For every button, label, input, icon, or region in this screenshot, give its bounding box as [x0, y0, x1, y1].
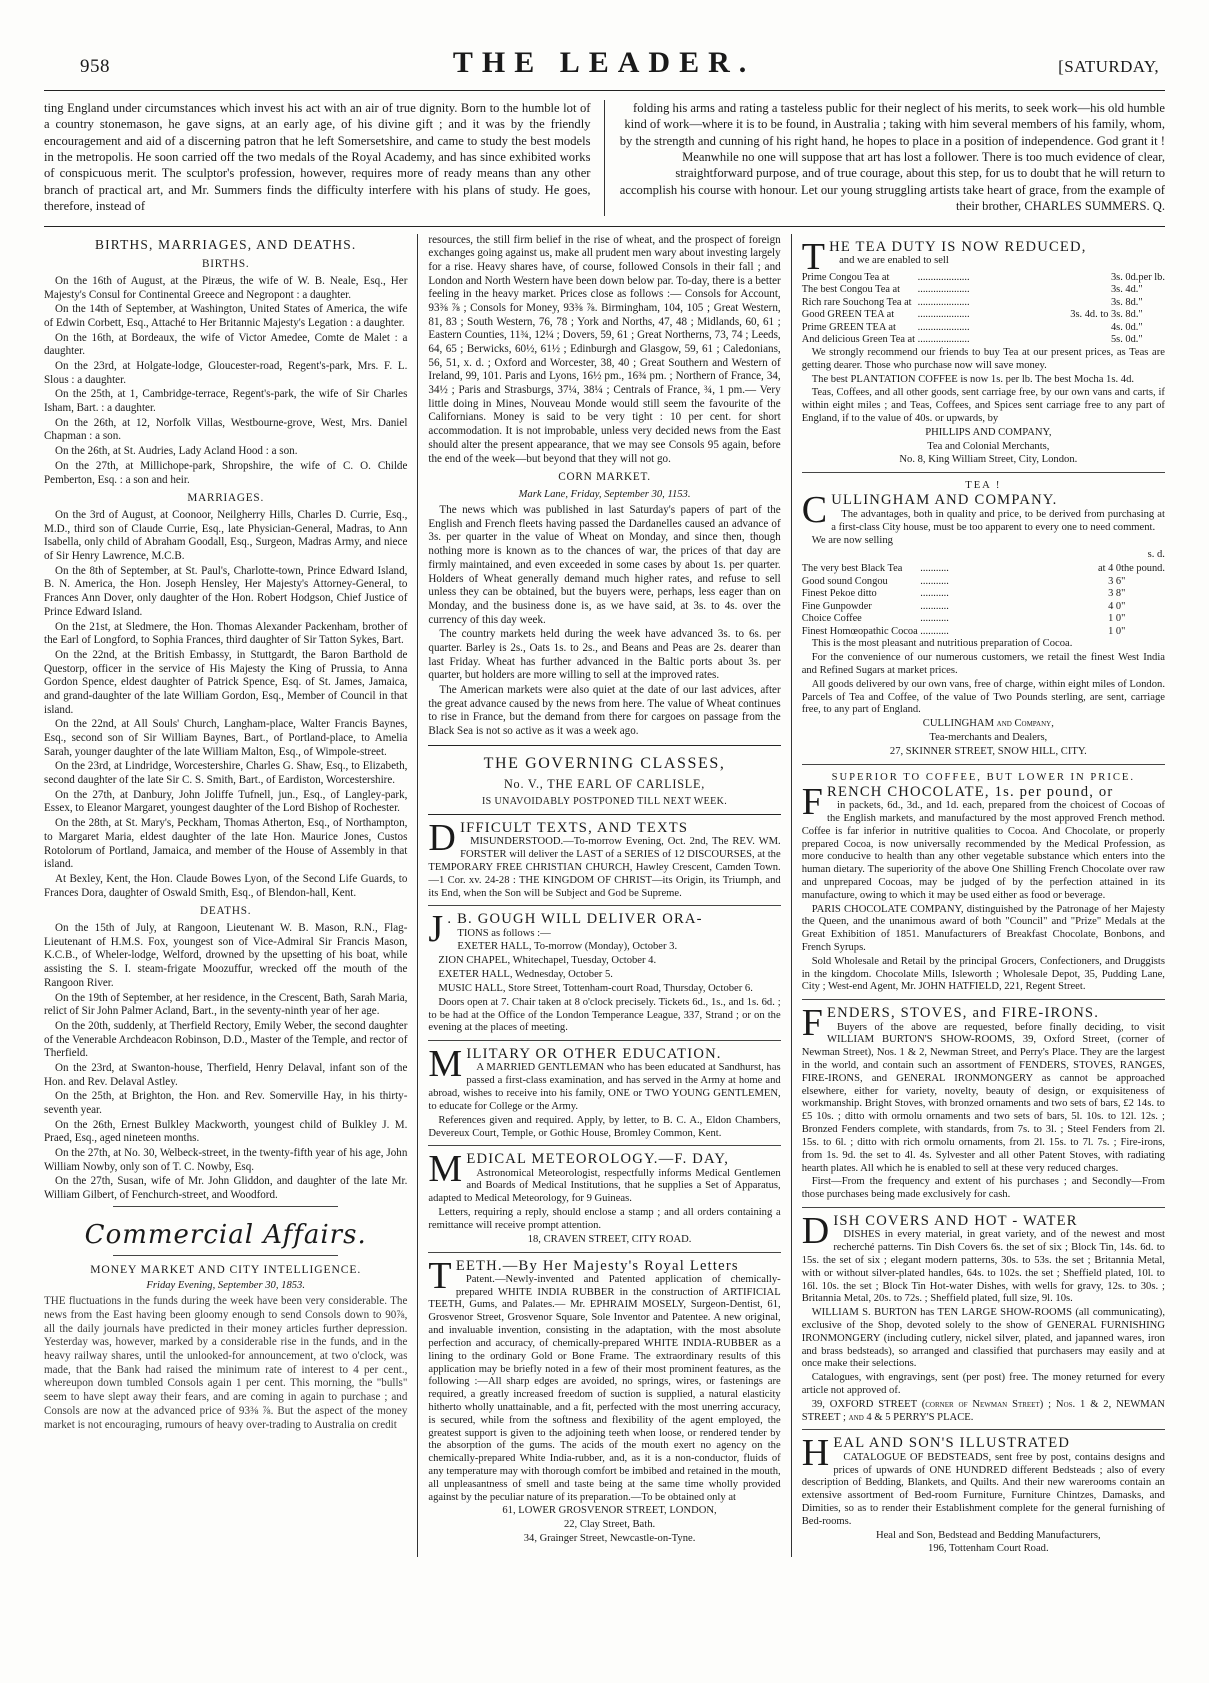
birth-entry: On the 23rd, at Holgate-lodge, Gloucester-road, Regent's-park, Mrs. F. L. Slous : a daughter.	[44, 360, 408, 386]
leader-dots: ...........	[917, 575, 952, 587]
death-entry: On the 25th, at Brighton, the Hon. and Rev. Somerville Hay, in his thirty-seventh year.	[44, 1090, 408, 1117]
governing-classes-title: THE GOVERNING CLASSES,	[483, 754, 726, 772]
table-row	[802, 322, 1165, 335]
advert-paragraph: Sold Wholesale and Retail by the principal Grocers, Confectioners, and Druggists in the kingdom. Chocolate Mills, Isleworth ; Wholesale Depot, 35, Pudding Lane, City ; West-end Agent, Mr. JOHN HATFIELD, 221, Regent Street.	[801, 955, 1165, 993]
price-value: 5s. 0d.	[1110, 334, 1139, 346]
corn-market-heading: CORN MARKET.	[558, 471, 651, 484]
advert-headline-text: ULLINGHAM AND COMPANY.	[831, 492, 1058, 509]
price-unit: "	[1121, 600, 1126, 612]
advert-paragraph: All goods delivered by our own vans, free of charge, within eight miles of London. Parcels of Tea and Coffee, of the value of Two Pounds sterling, are sent, carriage free, to any part of England.	[801, 678, 1165, 716]
advert-body	[802, 800, 1165, 994]
advert-paragraph: DISHES in every material, in great variety, and of the newest and most recherché patterns. Tin Dish Covers 6s. the set of six ; Block Tin, 14s. 6d. to 15s. the set of six ; elegant modern patterns, 30s. to 53s. the set ; Britannia Metal, with or without silver-plated handles, 64s. to 102s. the set ; Sheffield plated, 10l. to 16l. 10s. the set ; Block Tin Hot-water Dishes, with wells for gravy, 12s. to 30s. ; Britannia Metal, 20s. to 72s. ; Sheffield plated, full size, 9l. 10s.	[801, 1229, 1165, 1305]
price-item: Finest Pekoe ditto	[801, 588, 877, 600]
price-unit: the pound.	[1121, 562, 1165, 574]
price-item: Rich rare Souchong Tea at	[801, 296, 912, 308]
advert-paragraph: MUSIC HALL, Store Street, Tottenham-court Road, Thursday, October 6.	[438, 982, 753, 994]
masthead-rule	[44, 90, 1165, 91]
price-unit: "	[1121, 575, 1126, 587]
price-unit: "	[1121, 613, 1126, 625]
dropcap-letter: D	[428, 816, 458, 859]
price-unit: "	[1121, 588, 1126, 600]
advert-body	[428, 1062, 780, 1140]
death-entry: On the 27th, at No. 30, Welbeck-street, in the twenty-fifth year of his age, John William Nowby, only son of T. C. Nowby, Esq.	[44, 1147, 408, 1173]
death-entry: On the 20th, suddenly, at Therfield Rectory, Emily Weber, the second daughter of the Venerable Archdeacon Robinson, D.D., Master of the Temple, and rector of Therfield.	[44, 1019, 408, 1060]
advert-headline	[428, 1043, 780, 1086]
table-row	[802, 576, 1165, 589]
birth-entry: On the 16th, at Bordeaux, the wife of Victor Amedee, Comte de Malet : a daughter.	[44, 331, 408, 358]
price-unit: "	[1138, 334, 1143, 346]
advert-kicker: SUPERIOR TO COFFEE, BUT LOWER IN PRICE.	[831, 771, 1136, 783]
marriage-entry: On the 8th of September, at St. Paul's, Charlotte-town, Prince Edward Island, B. N. America, the Hon. Joseph Hensley, Her Majesty's Attorney-General, to Frances Ann Dover, only daughter of the Hon. Robert Hodgson, Chief Justice of Prince Edward Island.	[44, 564, 408, 618]
dropcap-letter: F	[801, 780, 825, 823]
leader-paragraph: folding his arms and rating a tasteless public for their neglect of his merits, to seek work—his old humble kind of work—where it is to be found, in Australia ; taking with him several members of his family, whom, by the strength and cunning of his right hand, he hopes to place in a position of independence. God grant it ! Meanwhile no one will suppose that art has lost a follower. There is too much evidence of clear, straightforward purpose, and of true courage, about this step, for us to doubt that he will return to accomplish his course with honour. Let our young struggling artists take heart of grace, from the example of their brother, CHARLES SUMMERS. Q.	[619, 101, 1165, 214]
divider	[428, 1252, 780, 1253]
marriage-entry: On the 22nd, at All Souls' Church, Langham-place, Walter Francis Baynes, Esq., second son of Sir William Baynes, Bart., of Portland-place, to Amelia Sarah, younger daughter of the late William Malton, Esq., of Wimpole-street.	[44, 718, 408, 758]
main-columns	[44, 234, 1165, 1558]
advert-paragraph: WILLIAM S. BURTON has TEN LARGE SHOW-ROOMS (all communicating), exclusive of the Shop, devoted solely to the show of GENERAL FURNISHING IRONMONGERY (including cutlery, nickel silver, plated, and japanned wares, iron and brass bedsteads), so arranged and classified that purchasers may easily and at once make their selections.	[801, 1307, 1165, 1370]
price-item: The very best Black Tea	[801, 562, 903, 574]
advert-paragraph: Teas, Coffees, and all other goods, sent carriage free, by our own vans and carts, if within eight miles ; and Teas, Coffees, and Spices sent carriage free to any part of England, if to the value of 40s. or upwards, by	[801, 387, 1165, 425]
advert-body	[428, 1168, 780, 1247]
price-item: Choice Coffee	[801, 613, 862, 625]
money-market-continuation: resources, the still firm belief in the rise of wheat, and the prospect of foreign exchanges going against us, make all prudent men wary about investing largely for a rise. Heavy shares have, of course, followed Consols in their fall ; and London and North Western have been down below par. To-day, there is a better feeling in the heavy market. Prices close as follows :— Consols for Account, 93⅜ ⅞ ; Consols for Money, 93⅜ ⅞. Birmingham, 104, 105 ; Great Western, 81, 83 ; South Western, 76, 78 ; York and Norths, 47, 48 ; Midlands, 60, 61 ; Eastern Counties, 11¾, 12¼ ; Dovers, 59, 61 ; Great Northerns, 73, 74 ; Leeds, 64, 65 ; Berwicks, 60½, 61½ ; Edinburgh and Glasgow, 59, 61 ; Caledonians, 56, 51, x. d. ; Oxford and Worcester, 38, 40 ; Great Southern and Western of Ireland, 99, 101. Paris and Lyons, 16½ pm., 16¾ pm. ; Northern of France, 34, 34½ ; Paris and Strasburgs, 37¼, 38¼ ; Centrals of France, ¾, 1 pm.— Very little doing in Mines, Nouveau Monde would still seem the favourite of the Californians. Money is said to be very tight : 10 per cent. for short accommodation. It is not improbable, unless very decided news from the East should alter the present appearance, that we may see Consols 95 again, before the end of the week—but beyond that they will not go.	[428, 233, 781, 465]
dropcap-letter: H	[801, 1432, 831, 1475]
money-market-body: THE fluctuations in the funds during the week have been very considerable. The news from the East having been gloomy enough to send Consols down to 90⅞, all the daily journals have predicted in their money articles further depression. Yesterday was, however, marked by a considerable rise in the funds, and in the heavy railway shares, until the unlooked-for announcement, at two o'clock, was made, that the Bank had raised the minimum rate of interest to 4 per cent., whereupon down tumbled Consols again 1 per cent. This morning, the "bulls" seem to have slept away their fears, and are coming in again to purchase ; and Consols are now at the advanced price of 93⅜ ⅞. But the aspect of the money market is not encouraging, rumours of heavy over-trading to Australia on credit	[44, 1295, 408, 1431]
price-value: 3s. 4d. to 3s. 8d.	[1070, 309, 1139, 321]
table-row	[802, 601, 1165, 614]
price-unit: "	[1138, 284, 1143, 296]
leader-dots: ....................	[915, 296, 973, 308]
advert-signature: Heal and Son, Bedstead and Bedding Manufacturers,	[875, 1529, 1101, 1541]
advert-french-chocolate[interactable]	[802, 771, 1165, 995]
divider	[428, 745, 780, 746]
table-row	[802, 334, 1165, 347]
divider	[428, 1145, 780, 1146]
advert-address: 22, Clay Street, Bath.	[563, 1519, 656, 1531]
leader-dots: ...........	[917, 625, 952, 637]
paper-title: THE LEADER.	[452, 46, 756, 79]
advert-paragraph: EXETER HALL, To-morrow (Monday), October 3.	[457, 941, 678, 953]
leader-dots: ....................	[915, 334, 973, 346]
divider	[802, 764, 1165, 765]
divider	[802, 1207, 1165, 1208]
advert-headline-text: EDICAL METEOROLOGY.—F. DAY,	[466, 1151, 730, 1168]
leader-dots: ....................	[915, 321, 973, 333]
marriage-entry: On the 21st, at Sledmere, the Hon. Thomas Alexander Packenham, brother of the Earl of Longford, to Sophia Frances, third daughter of Sir Tatton Sykes, Bart.	[44, 620, 408, 647]
table-row	[802, 626, 1165, 639]
advert-address: 39, OXFORD STREET (corner of Newman Street) ; Nos. 1 & 2, NEWMAN STREET ; and 4 & 5 PERRY'S PLACE.	[801, 1398, 1165, 1423]
dropcap-letter: T	[428, 1254, 453, 1297]
price-value: 4 0	[1108, 600, 1122, 612]
advert-headline	[428, 816, 780, 859]
advert-dish-covers[interactable]	[801, 1209, 1165, 1425]
death-entry: On the 23rd, at Swanton-house, Therfield, Henry Delaval, infant son of the Hon. and Rev. Delaval Astley.	[44, 1061, 408, 1088]
column-two	[418, 234, 791, 1558]
advert-headline-text: EAL AND SON'S ILLUSTRATED	[833, 1435, 1071, 1452]
advert-paragraph: PARIS CHOCOLATE COMPANY, distinguished by the Patronage of her Majesty the Queen, and the unanimous award of both "Council" and "Prize" Medals at the Great Exhibition of 1851. Manufacturers of Breakfast Chocolate, Bonbons, and French Syrups.	[801, 903, 1165, 954]
price-unit: "	[1138, 309, 1143, 321]
dayline: [SATURDAY,	[1058, 57, 1159, 76]
marriage-entry: On the 27th, at Danbury, John Joliffe Tufnell, jun., Esq., of Langley-park, Essex, to Eleanor Margaret, youngest daughter of the Lord Bishop of Rochester.	[44, 788, 408, 815]
advert-paragraph: Doors open at 7. Chair taken at 8 o'clock precisely. Tickets 6d., 1s., and 1s. 6d. ; to be had at the Office of the London Temperance League, 337, Strand ; or on the evening at the places of meeting.	[428, 996, 781, 1034]
advert-paragraph: First—From the frequency and extent of his purchases ; and Secondly—From those purchases being made exclusively for cash.	[801, 1176, 1165, 1201]
leader-dots: ....................	[915, 284, 973, 296]
advert-headline-text: RENCH CHOCOLATE, 1s. per pound, or	[827, 783, 1114, 800]
leader-dots: ...........	[917, 613, 952, 625]
death-entry: On the 27th, Susan, wife of Mr. John Gliddon, and daughter of the late Mr. William Gilbert, of Fenchurch-street, and Woodford.	[44, 1175, 408, 1202]
advert-heal-and-son[interactable]	[801, 1432, 1165, 1556]
birth-entry: On the 14th of September, at Washington, United States of America, the wife of Edwin Corbett, Esq., Attaché to Her Britannic Majesty's Legation : a daughter.	[44, 303, 408, 329]
advert-difficult-texts[interactable]	[428, 816, 781, 900]
marriage-entry: At Bexley, Kent, the Hon. Claude Bowes Lyon, of the Second Life Guards, to Frances Dora, daughter of Oswald Smith, Esq., of Blendon-hall, Kent.	[44, 872, 408, 899]
price-item: The best Congou Tea at	[801, 284, 901, 296]
advert-headline	[801, 780, 1165, 823]
table-row	[802, 297, 1165, 310]
leader-column-right	[605, 100, 1166, 216]
leader-dots: ...........	[917, 588, 952, 600]
price-item: And delicious Green Tea at	[801, 334, 916, 346]
divider	[428, 1040, 780, 1041]
advert-address: 61, LOWER GROSVENOR STREET, LONDON,	[502, 1505, 717, 1517]
advert-paragraph: ZION CHAPEL, Whitechapel, Tuesday, October 4.	[438, 955, 657, 967]
price-value: at 4 0	[1098, 562, 1122, 574]
advert-paragraph: References given and required. Apply, by letter, to B. C. A., Eldon Chambers, Devereux Court, Temple, or Gothic House, Bromley Common, Kent.	[428, 1114, 781, 1139]
dropcap-letter: M	[428, 1148, 464, 1191]
table-row	[802, 588, 1165, 601]
price-value: 3 8	[1108, 588, 1122, 600]
leader-article	[44, 100, 1165, 220]
marriage-entry: On the 22nd, at the British Embassy, in Stuttgardt, the Baron Barthold de Questorp, officer in the service of His Majesty the King of Prussia, to Anna Gordon Spence, eldest daughter of Patrick Spence, Esq. of St. James, Jamaica, and grand-daughter of the late William Gordon, Esq., Member of Council in that island.	[44, 648, 408, 716]
money-market-date: Friday Evening, September 30, 1853.	[146, 1280, 305, 1292]
price-unit: "	[1138, 296, 1143, 308]
governing-classes-note: IS UNAVOIDABLY POSTPONED TILL NEXT WEEK.	[481, 795, 728, 807]
advert-headline-text: . B. GOUGH WILL DELIVER ORA-	[447, 911, 703, 928]
advert-paragraph: TIONS as follows :—	[457, 927, 551, 939]
advert-subhead: and we are enabled to sell	[839, 254, 949, 266]
advert-body	[802, 1229, 1165, 1424]
advert-paragraph: EXETER HALL, Wednesday, October 5.	[438, 969, 613, 981]
divider	[802, 472, 1165, 473]
commercial-affairs-heading: Commercial Affairs.	[84, 1219, 367, 1250]
advert-paragraph: Patent.—Newly-invented and Patented application of chemically-prepared WHITE INDIA RUBBER in the construction of ARTIFICIAL TEETH, Gums, and Palates.— Mr. EPHRAIM MOSELY, Surgeon-Dentist, 61, Grosvenor Street, Grosvenor Square, Sole Inventor and Patentee. A new original, and invaluable invention, consisting in the adaptation, with the most absolute perfection and accuracy, of chemically-prepared WHITE INDIA-RUBBER as a lining to the ordinary Gold or Bone Frame. The extraordinary results of this application may be briefly noted in a few of their most prominent features, as the following :—All sharp edges are avoided, no springs, wires, or fastenings are required, a greatly increased freedom of suction is supplied, a natural elasticity hitherto wholly unattainable, and a fit, perfected with the most unerring accuracy, is secured, while from the softness and flexibility of the agent employed, the greatest support is given to the adjoining teeth when loose, or rendered tender by the absorption of the gums. The acids of the mouth exert no agency on the chemically-prepared White India-rubber, and, as it is a non-conductor, fluids of any temperature may with thorough comfort be imbibed and retained in the mouth, all unpleasantness of smell and taste being at the same time wholly provided against by the peculiar nature of its preparation.—To be obtained only at	[428, 1273, 781, 1503]
birth-entry: On the 16th of August, at the Piræus, the wife of W. B. Neale, Esq., Her Majesty's Consul for Continental Greece and Negropont : a daughter.	[44, 274, 408, 301]
table-row	[802, 284, 1165, 297]
advert-body	[802, 509, 1165, 759]
death-entry: On the 26th, Ernest Bulkley Mackworth, youngest child of Bulkley J. M. Praed, Esq., aged nineteen months.	[44, 1118, 408, 1145]
advert-paragraph: CATALOGUE OF BEDSTEADS, sent free by post, contains designs and prices of upwards of ONE HUNDRED different Bedsteads ; also of every description of Bedding, Blankets, and Quilts. And their new warerooms contain an extensive assortment of Bed-room Furniture, Furniture Chintzes, Damasks, and Dimities, so as to render their Establishment complete for the general furnishing of Bed-rooms.	[801, 1451, 1165, 1527]
corn-market-date: Mark Lane, Friday, September 30, 1153.	[518, 489, 691, 501]
price-value: 3s. 0d.	[1110, 271, 1139, 283]
marriage-entry: On the 23rd, at Lindridge, Worcestershire, Charles G. Shaw, Esq., to Elizabeth, second daughter of the late Sir C. S. Smith, Bart., of Eardiston, Worcestershire.	[44, 760, 408, 787]
dropcap-letter: T	[801, 235, 827, 278]
advert-body	[428, 836, 780, 900]
leader-dots: ....................	[915, 309, 973, 321]
advert-paragraph: Buyers of the above are requested, before finally deciding, to visit WILLIAM BURTON'S SHOW-ROOMS, 39, Oxford Street, (corner of Newman Street), Nos. 1 & 2, Newman Street, and Perry's Place. They are the largest in the world, and contain such an assortment of FENDERS, STOVES, RANGES, FIRE-IRONS, and GENERAL IRONMONGERY as cannot be approached elsewhere, either for variety, novelty, beauty of design, or exquisiteness of workmanship. Bright Stoves, with bronzed ornaments and two sets of bars, £2 14s. to £5 10s. ; ditto with ormolu ornaments and two sets of bars, 5l. 10s. to 12l. 12s. ; Bronzed Fenders complete, with standards, from 7s. to 3l. ; Steel Fenders from 2l. 15s. to 6l. ; ditto with rich ormolu ornaments, from 2l. 15s. to 7l. 7s. ; Fire-irons, from 1s. 9d. the set to 4l. 4s. Sylvester and all other Patent Stoves, with radiating hearth plates. All which he is enabled to sell at these very reduced charges.	[801, 1021, 1165, 1174]
dropcap-letter: F	[801, 1002, 825, 1045]
advert-body	[802, 1452, 1165, 1557]
column-one	[44, 234, 418, 1558]
column-three	[792, 234, 1165, 1558]
bmd-heading: BIRTHS, MARRIAGES, AND DEATHS.	[95, 236, 357, 252]
advert-address: 196, Tottenham Court Road.	[928, 1543, 1049, 1555]
leader-dots: ...........	[917, 600, 952, 612]
advert-headline-text: HE TEA DUTY IS NOW REDUCED,	[829, 238, 1087, 255]
cullingham-price-table	[802, 563, 1165, 638]
advert-headline-text: EETH.—By Her Majesty's Royal Letters	[455, 1257, 739, 1274]
advert-address: 27, SKINNER STREET, SNOW HILL, CITY.	[889, 745, 1087, 757]
advert-paragraph: We are now selling	[811, 535, 893, 547]
advert-body	[802, 1022, 1165, 1202]
tea-price-table	[802, 272, 1165, 347]
advert-address: 34, Grainger Street, Newcastle-on-Tyne.	[523, 1533, 696, 1545]
advert-signature: PHILLIPS AND COMPANY,	[925, 426, 1052, 438]
advert-paragraph: Letters, requiring a reply, should enclose a stamp ; and all orders containing a remittance will receive prompt attention.	[428, 1207, 781, 1231]
dropcap-letter: M	[428, 1043, 464, 1086]
advert-fenders-stoves[interactable]	[801, 1002, 1165, 1202]
marriage-entry: On the 28th, at St. Mary's, Peckham, Thomas Atherton, Esq., of Northampton, to Margaret Maria, eldest daughter of the late Hon. Maurice Jones, Custos Rotolorum of Portland, Jamaica, and member of the House of Assembly in that island.	[44, 817, 408, 871]
corn-market-paragraph: The news which was published in last Saturday's papers of part of the English and French fleets having passed the Dardanelles caused an advance of 3s. per quarter in the value of Wheat on Monday, and since then, though nothing more is known as to the chances of war, the prices of that day are firmly maintained, and even exceeded in some cases by about 1s. per quarter. Holders of Wheat generally demand much higher rates, and refuse to sell unless they can be obtained, but the buyers were, perhaps, less eager than on Monday, and the business done is, as we have said, at 3s. to 4s. over the currency of this day week.	[428, 504, 781, 626]
table-row	[802, 272, 1165, 285]
price-column-header: s. d.	[1147, 549, 1165, 561]
advert-address: No. 8, King William Street, City, London.	[899, 454, 1078, 466]
advert-teeth[interactable]	[428, 1254, 781, 1546]
advert-headline-text: IFFICULT TEXTS, AND TEXTS	[460, 819, 689, 836]
price-item: Good GREEN TEA at	[801, 309, 895, 321]
birth-entry: On the 26th, at 12, Norfolk Villas, Westbourne-grove, West, Mrs. Daniel Chapman : a son.	[44, 416, 408, 443]
advert-paragraph: MISUNDERSTOOD.—To-morrow Evening, Oct. 2nd, The REV. WM. FORSTER will deliver the LAST of a SERIES of 12 DISCOURSES, at the TEMPORARY FREE CHRISTIAN CHURCH, Hawley Crescent, Camden Town.—1 Cor. xv. 24-28 : THE KINGDOM OF CHRIST—its Origin, its Triumph, and its End, when the Son will be Subject and God be Supreme.	[428, 836, 781, 899]
price-item: Prime Congou Tea at	[801, 271, 890, 283]
divider	[802, 1429, 1165, 1430]
death-entry: On the 19th of September, at her residence, in the Crescent, Bath, Sarah Maria, relict of Sir John Palmer Acland, Bart., in the seventy-ninth year of her age.	[44, 991, 408, 1018]
birth-entry: On the 26th, at St. Audries, Lady Acland Hood : a son.	[55, 445, 298, 458]
marriages-heading: MARRIAGES.	[187, 492, 265, 505]
dropcap-letter: C	[801, 489, 829, 532]
dropcap-letter: D	[801, 1209, 831, 1252]
price-unit: per lb.	[1138, 271, 1165, 283]
marriage-entry: On the 3rd of August, at Coonoor, Neilgherry Hills, Charles D. Currie, Esq., M.D., third son of Claude Currie, Esq., late Physician-General, Madras, to Ann Isabella, only child of Abraham Goodall, Esq., Surgeon, Madras Army, and niece of Sir Henry Lawrence, M.C.B.	[44, 509, 408, 563]
advert-headline	[428, 1254, 780, 1297]
advert-headline	[801, 1002, 1165, 1045]
leader-dots: ...........	[917, 562, 952, 574]
divider	[802, 999, 1165, 1000]
leader-paragraph: ting England under circumstances which invest his act with an air of true dignity. Born to the humble lot of a country stonemason, he gave signs, at an early age, of his divine gift ; and it was by the friendly encouragement and aid of a discerning patron that he left Somersetshire, and came to study the best models in the metropolis. He soon carried off the two medals of the Royal Academy, and has since exhibited works of conspicuous merit. The sculptor's profession, however, requires more of ready means than any other branch of practical art, and Mr. Summers finds the difficulty interfere with his plans of study. He goes, therefore, instead of	[44, 101, 591, 214]
advert-military-education[interactable]	[428, 1043, 781, 1140]
advert-headline	[801, 1209, 1165, 1252]
deaths-heading: DEATHS.	[200, 905, 252, 918]
price-value: 3s. 4d.	[1110, 284, 1139, 296]
advert-paragraph: in packets, 6d., 3d., and 1d. each, prepared from the choicest of Cocoas of the English markets, and manufactured by the most approved French method. Coffee is far inferior in nutritive qualities to Cocoa. And Chocolate, or properly prepared Cocoa, is now universally recommended by the Medical Profession, as more conducive to health than any other vegetable substance which enters into the human dietary. The superiority of the above One Shilling French Chocolate over raw and unprepared Cocoas, may be judged of by the perfection attained in its manufacture, owing to which it may be used either as food or beverage.	[801, 800, 1165, 901]
advert-paragraph: A MARRIED GENTLEMAN who has been educated at Sandhurst, has passed a first-class examination, and has served in the Army at home and abroad, wishes to receive into his family, ONE or TWO YOUNG GENTLEMEN, to educate for College or the Army.	[428, 1062, 781, 1112]
advert-paragraph: This is the most pleasant and nutritious preparation of Cocoa.	[811, 638, 1073, 650]
price-value: 3 6	[1108, 575, 1122, 587]
advert-paragraph: The advantages, both in quality and price, to be derived from purchasing at a first-class City house, must be too apparent to every one to need comment.	[831, 508, 1165, 533]
masthead	[44, 46, 1165, 80]
birth-entry: On the 27th, at Millichope-park, Shropshire, the wife of C. O. Childe Pemberton, Esq. : a son and heir.	[44, 459, 408, 486]
advert-paragraph: The best PLANTATION COFFEE is now 1s. per lb. The best Mocha 1s. 4d.	[811, 373, 1135, 385]
table-row	[802, 563, 1165, 576]
money-market-heading: MONEY MARKET AND CITY INTELLIGENCE.	[90, 1262, 362, 1276]
dropcap-letter: J	[428, 908, 445, 951]
advert-headline-text: ISH COVERS AND HOT - WATER	[833, 1212, 1078, 1229]
advert-paragraph: Astronomical Meteorologist, respectfully informs Medical Gentlemen and Boards of Medical Institutions, that he supplies a Set of Apparatus, adapted to Medical Meteorology, for 9 Guineas.	[428, 1167, 781, 1205]
price-value: 1 0	[1108, 613, 1122, 625]
divider	[113, 1206, 338, 1207]
advert-paragraph: Catalogues, with engravings, sent (per post) free. The money returned for every article not approved of.	[801, 1372, 1165, 1397]
table-row	[802, 613, 1165, 626]
advert-cullingham-tea[interactable]	[802, 479, 1165, 758]
leader-column-left	[44, 100, 605, 216]
advert-kicker: TEA !	[965, 480, 1002, 492]
advert-signature: CULLINGHAM and Company,	[922, 718, 1054, 730]
section-rule	[44, 226, 1165, 227]
table-row	[802, 309, 1165, 322]
birth-entry: On the 25th, at 1, Cambridge-terrace, Regent's-park, the wife of Sir Charles Isham, Bart. : a daughter.	[44, 388, 408, 415]
advert-body	[428, 1274, 780, 1546]
page-folio: 958	[80, 56, 110, 77]
governing-classes-notice	[428, 754, 780, 808]
advert-gough-orations[interactable]	[428, 908, 781, 1035]
advert-body	[802, 255, 1165, 467]
advert-body	[428, 928, 780, 1036]
births-heading: BIRTHS.	[201, 258, 250, 271]
price-value: 3s. 8d.	[1110, 296, 1139, 308]
price-unit: "	[1138, 321, 1143, 333]
divider	[428, 905, 780, 906]
advert-headline	[801, 1432, 1165, 1475]
advert-tea-duty[interactable]	[801, 235, 1165, 468]
advert-address: 18, CRAVEN STREET, CITY ROAD.	[527, 1233, 692, 1245]
price-item: Fine Gunpowder	[801, 600, 872, 612]
price-unit: "	[1121, 625, 1126, 637]
corn-market-paragraph: The country markets held during the week have advanced 3s. to 6s. per quarter. Barley is 2s., Oats 1s. to 2s., and Beans and Peas are 2s. dearer than last Friday. Wheat has further advanced in the Baltic ports about 3s. per quarter, but holders are more willing to sell at the improved rates.	[428, 628, 781, 682]
advert-headline-text: ENDERS, STOVES, and FIRE-IRONS.	[827, 1005, 1100, 1022]
death-entry: On the 15th of July, at Rangoon, Lieutenant W. B. Mason, R.N., Flag-Lieutenant of H.M.S. Fox, youngest son of Vice-Admiral Sir Francis Mason, K.C.B., of Wheler-lodge, Welford, drowned by the upsetting of his boat, while assisting the S. I. steam-frigate Moozuffur, wrecked off the mouth of the Rangoon River.	[44, 922, 408, 989]
governing-classes-subtitle: No. V., THE EARL OF CARLISLE,	[503, 776, 706, 791]
advert-signature-sub: Tea-merchants and Dealers,	[929, 732, 1048, 744]
divider	[428, 814, 780, 815]
divider	[113, 1255, 338, 1256]
advert-paragraph: We strongly recommend our friends to buy Tea at our present prices, as Teas are getting dearer. Those who purchase now will save money.	[801, 346, 1165, 371]
advert-headline-text: ILITARY OR OTHER EDUCATION.	[466, 1046, 722, 1063]
leader-dots: ....................	[915, 271, 973, 283]
advert-signature-sub: Tea and Colonial Merchants,	[927, 440, 1050, 452]
corn-market-paragraph: The American markets were also quiet at the date of our last advices, after the great advance caused by the news from here. The value of Wheat continues to rise in France, but the demand from there for cargoes on passage from the Black Sea is not so active as it was a week ago.	[428, 684, 781, 738]
price-item: Finest Homœopathic Cocoa	[801, 625, 918, 637]
price-value: 1 0	[1108, 625, 1122, 637]
price-value: 4s. 0d.	[1110, 321, 1139, 333]
price-item: Good sound Congou	[801, 575, 888, 587]
advert-medical-meteorology[interactable]	[428, 1148, 781, 1246]
advert-paragraph: For the convenience of our numerous customers, we retail the finest West India and Refined Sugars at market prices.	[801, 652, 1165, 677]
price-item: Prime GREEN TEA at	[801, 321, 896, 333]
